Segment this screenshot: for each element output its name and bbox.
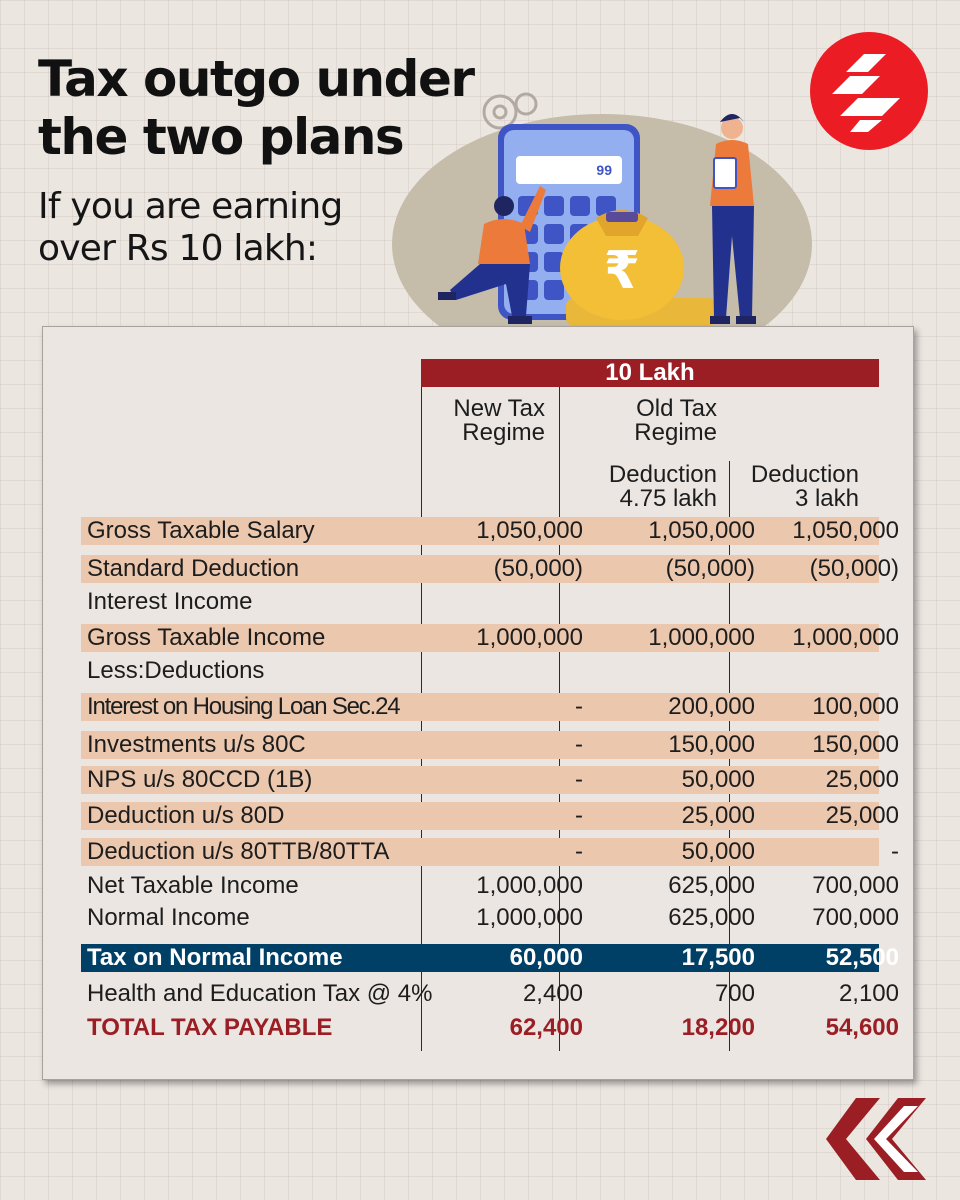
- value-deduction-4-75: 25,000: [681, 802, 755, 829]
- table-row: [81, 693, 899, 721]
- table-row: [81, 588, 879, 616]
- value-new-regime: -: [575, 766, 583, 793]
- value-deduction-4-75: 50,000: [681, 838, 755, 865]
- value-new-regime: 1,050,000: [476, 517, 583, 544]
- value-new-regime: 62,400: [509, 1014, 583, 1041]
- value-deduction-4-75: 150,000: [668, 731, 755, 758]
- value-deduction-3: 52,500: [825, 944, 899, 971]
- value-new-regime: 1,000,000: [476, 624, 583, 651]
- value-deduction-3: 150,000: [812, 731, 899, 758]
- table-row: [81, 980, 899, 1008]
- value-new-regime: 60,000: [509, 944, 583, 971]
- table-row: [81, 731, 899, 759]
- value-deduction-4-75: 18,200: [681, 1014, 755, 1041]
- double-chevron-left-icon[interactable]: [826, 1094, 930, 1184]
- table-row-highlight: [81, 944, 899, 972]
- value-deduction-3: -: [891, 838, 899, 865]
- rupee-symbol: ₹: [603, 241, 641, 301]
- subheader-deduction-4-75: Deduction 4.75 lakh: [608, 461, 717, 512]
- row-label: Gross Taxable Income: [87, 624, 326, 651]
- row-label: Tax on Normal Income: [87, 944, 343, 971]
- value-deduction-4-75: 200,000: [668, 693, 755, 720]
- row-label: NPS u/s 80CCD (1B): [87, 766, 313, 793]
- calculator-display: 99: [596, 162, 612, 178]
- subheader-deduction-3: Deduction 3 lakh: [750, 461, 859, 512]
- tax-illustration: [380, 86, 820, 330]
- row-label: Net Taxable Income: [87, 872, 299, 899]
- row-label: Normal Income: [87, 904, 250, 931]
- row-label: Deduction u/s 80TTB/80TTA: [87, 838, 390, 865]
- table-row: [81, 555, 899, 583]
- table-row: [81, 766, 899, 794]
- table-row: [81, 872, 899, 900]
- value-deduction-3: 100,000: [812, 693, 899, 720]
- value-deduction-3: 1,000,000: [792, 624, 899, 651]
- table-row: [81, 624, 899, 652]
- table-row: [81, 517, 899, 545]
- value-deduction-4-75: (50,000): [665, 555, 755, 582]
- value-new-regime: 1,000,000: [476, 904, 583, 931]
- row-label: Interest Income: [87, 588, 253, 615]
- value-deduction-3: (50,000): [809, 555, 899, 582]
- value-deduction-4-75: 625,000: [668, 904, 755, 931]
- value-deduction-4-75: 700: [714, 980, 755, 1007]
- row-label: Health and Education Tax @ 4%: [87, 980, 433, 1007]
- value-new-regime: -: [575, 802, 583, 829]
- value-new-regime: (50,000): [493, 555, 583, 582]
- table-row: [81, 838, 899, 866]
- row-label: Standard Deduction: [87, 555, 300, 582]
- value-deduction-3: 1,050,000: [792, 517, 899, 544]
- value-deduction-4-75: 625,000: [668, 872, 755, 899]
- row-label: Interest on Housing Loan Sec.24: [87, 693, 400, 720]
- row-label: Deduction u/s 80D: [87, 802, 285, 829]
- row-label: Less:Deductions: [87, 657, 265, 684]
- value-deduction-3: 54,600: [825, 1014, 899, 1041]
- tax-table-card: [42, 326, 914, 1080]
- value-deduction-4-75: 1,050,000: [648, 517, 755, 544]
- value-new-regime: 2,400: [522, 980, 583, 1007]
- value-deduction-4-75: 1,000,000: [648, 624, 755, 651]
- value-deduction-3: 2,100: [838, 980, 899, 1007]
- page-title: Tax outgo under the two plans: [38, 50, 474, 166]
- col-header-new-regime: New Tax Regime: [453, 395, 545, 446]
- value-new-regime: 1,000,000: [476, 872, 583, 899]
- table-row-total: [81, 1014, 899, 1042]
- value-deduction-4-75: 50,000: [681, 766, 755, 793]
- table-row: [81, 802, 899, 830]
- value-deduction-4-75: 17,500: [681, 944, 755, 971]
- row-label: TOTAL TAX PAYABLE: [87, 1014, 333, 1041]
- page-subtitle: If you are earning over Rs 10 lakh:: [38, 186, 343, 269]
- col-header-old-regime: Old Tax Regime: [634, 395, 717, 446]
- value-new-regime: -: [575, 838, 583, 865]
- table-row: [81, 657, 879, 685]
- value-new-regime: -: [575, 731, 583, 758]
- row-label: Investments u/s 80C: [87, 731, 306, 758]
- value-deduction-3: 700,000: [812, 872, 899, 899]
- table-row: [81, 904, 899, 932]
- indian-express-logo-icon: [810, 32, 928, 150]
- value-deduction-3: 700,000: [812, 904, 899, 931]
- income-group-header: 10 Lakh: [421, 359, 879, 387]
- value-new-regime: -: [575, 693, 583, 720]
- row-label: Gross Taxable Salary: [87, 517, 315, 544]
- value-deduction-3: 25,000: [825, 802, 899, 829]
- value-deduction-3: 25,000: [825, 766, 899, 793]
